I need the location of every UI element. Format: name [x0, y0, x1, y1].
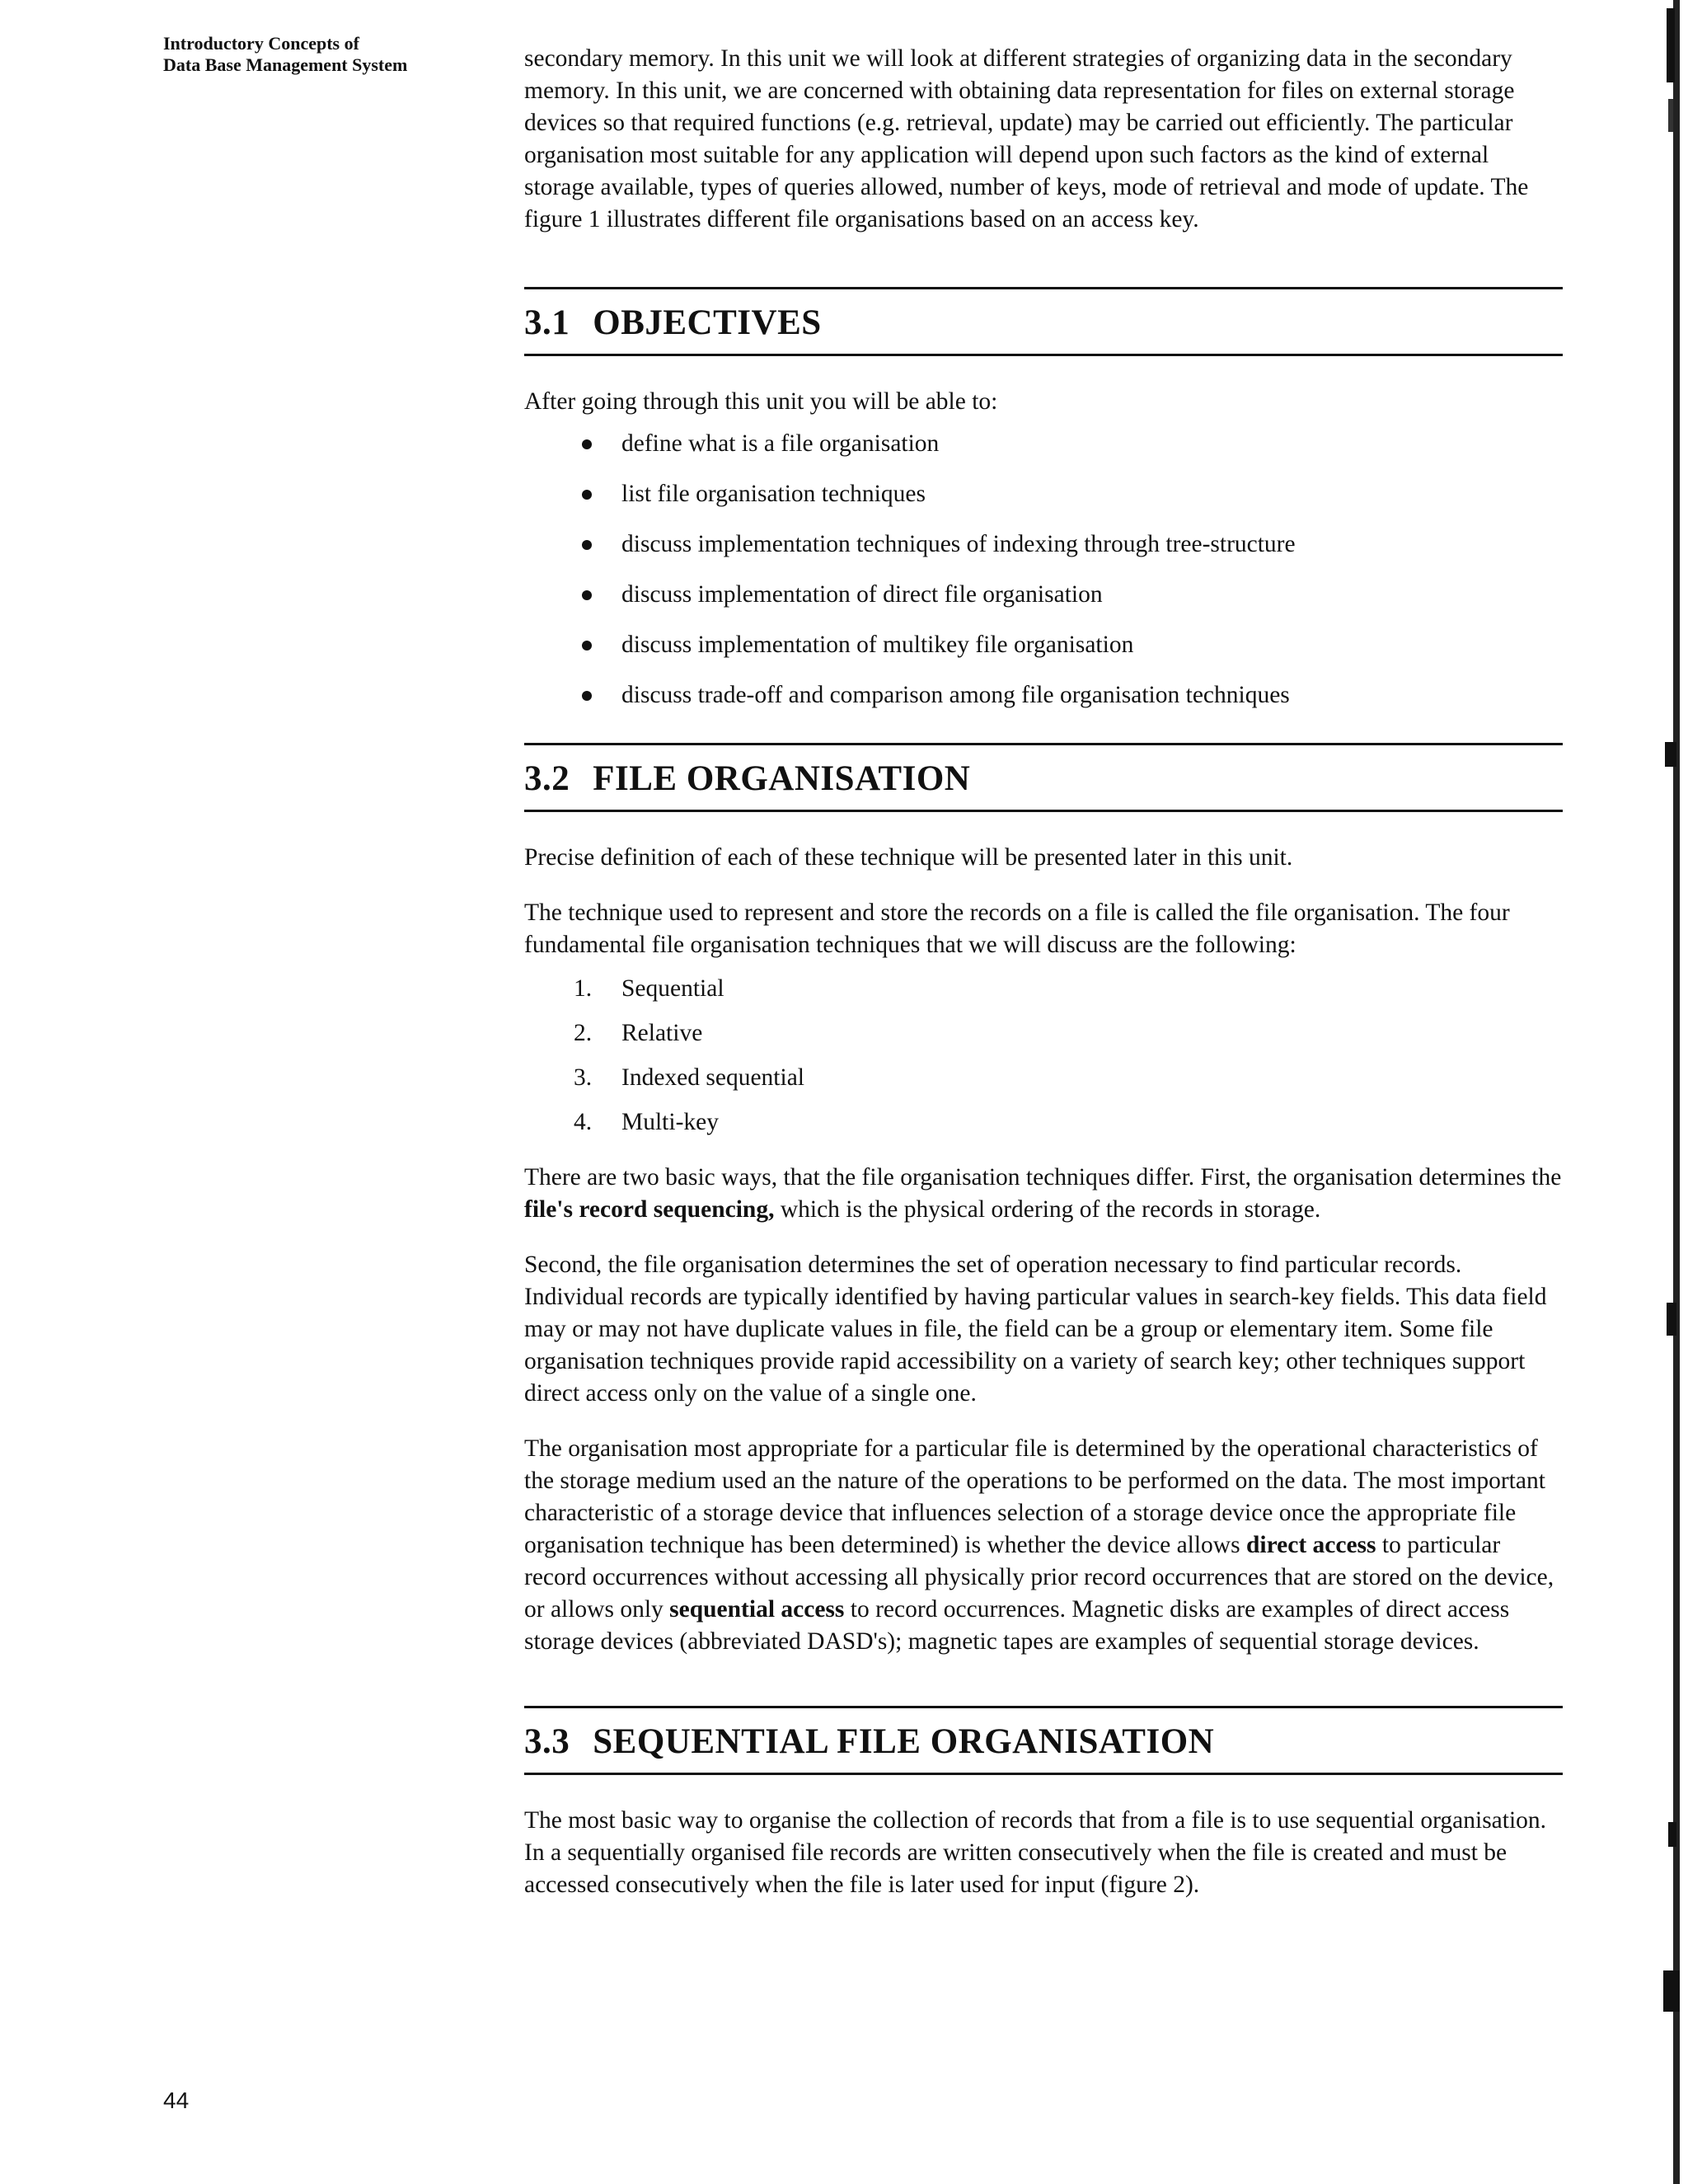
objectives-list: [524, 428, 1563, 712]
para-text: which is the physical ordering of the records in storage.: [774, 1196, 1321, 1223]
section-title-text: FILE ORGANISATION: [593, 759, 971, 798]
binding-edge-mark: [1663, 0, 1688, 2184]
list-item-number: 3.: [574, 1064, 593, 1091]
list-item-text: discuss implementation techniques of indexing through tree-structure: [621, 531, 1296, 557]
bullet-icon: [582, 641, 592, 651]
intro-paragraph: secondary memory. In this unit we will look at different strategies of organizing data in the secondary memory. In this unit, we are concerned with obtaining data representation for files on external storage devices so that required functions (e.g. retrieval, update) may be carried out efficiently. The particular organisation most suitable for any application will depend upon such factors as the kind of external storage available, types of queries allowed, number of keys, mode of retrieval and mode of update. The figure 1 illustrates different file organisations based on an access key.: [524, 45, 1529, 232]
techniques-list: [524, 973, 1563, 1139]
main-content: [524, 43, 1563, 1901]
list-item-number: 4.: [574, 1109, 593, 1135]
bullet-icon: [582, 540, 592, 550]
section-heading-file-organisation: [524, 743, 1563, 812]
section-number: 3.2: [524, 759, 570, 798]
para-text: to particular record occurrences without accessing all physically prior record occurrences that are stored on the device, or allows only: [524, 1532, 1554, 1623]
bullet-icon: [582, 439, 592, 449]
section-number: 3.3: [524, 1722, 570, 1761]
list-item: [524, 579, 1563, 611]
list-item: [524, 629, 1563, 661]
list-item: [524, 428, 1563, 460]
bold-term: sequential access: [669, 1596, 845, 1623]
file-organisation-para-4: Second, the file organisation determines the set of operation necessary to find particular records. Individual records are typically identified by having particular values in search-key fields. This data field may or may not have duplicate values in file, the field can be a group or elementary item. Some file organisation techniques provide rapid accessibility on a variety of search key; other techniques support direct access only on the value of a single one.: [524, 1252, 1547, 1407]
bullet-icon: [582, 490, 592, 500]
page-number: 44: [163, 2088, 190, 2113]
section-title-text: OBJECTIVES: [593, 303, 822, 342]
bullet-icon: [582, 691, 592, 701]
list-item-text: Sequential: [621, 975, 724, 1002]
list-item: [524, 1106, 1563, 1139]
section-heading-objectives: [524, 287, 1563, 356]
para-text: The organisation most appropriate for a particular file is determined by the operational characteristics of the storage medium used an the nature of the operations to be performed on the data. The most important characteristic of a storage device that influences selection of a storage device once the appropriate file organisation technique has been determined) is whether the device allows: [524, 1435, 1545, 1558]
section-title: [524, 1720, 1563, 1764]
bullet-icon: [582, 590, 592, 600]
list-item: [524, 679, 1563, 712]
list-item-text: define what is a file organisation: [621, 430, 940, 457]
section-title: [524, 757, 1563, 801]
bold-term: file's record sequencing,: [524, 1196, 775, 1223]
list-item-number: 2.: [574, 1020, 593, 1046]
running-head: [163, 33, 509, 76]
bold-term: direct access: [1245, 1532, 1376, 1558]
file-organisation-para-5: [524, 1433, 1563, 1658]
list-item: [524, 1062, 1563, 1094]
list-item-text: Multi-key: [621, 1109, 719, 1135]
section-number: 3.1: [524, 303, 570, 342]
list-item-text: Indexed sequential: [621, 1064, 804, 1091]
section-heading-sequential: [524, 1706, 1563, 1775]
running-head-line-2: Data Base Management System: [163, 54, 408, 75]
running-head-line-1: Introductory Concepts of: [163, 33, 359, 54]
file-organisation-para-3: [524, 1162, 1563, 1226]
list-item: [524, 478, 1563, 510]
list-item-text: list file organisation techniques: [621, 481, 926, 507]
list-item-text: discuss implementation of direct file organisation: [621, 581, 1103, 608]
list-item-text: discuss implementation of multikey file organisation: [621, 632, 1134, 658]
file-organisation-para-1: Precise definition of each of these technique will be presented later in this unit.: [524, 844, 1293, 871]
list-item: [524, 973, 1563, 1005]
file-organisation-para-2: The technique used to represent and store the records on a file is called the file organisation. The four fundamental file organisation techniques that we will discuss are the following:: [524, 899, 1510, 958]
list-item: [524, 1017, 1563, 1050]
list-item-number: 1.: [574, 975, 593, 1002]
para-text: to record occurrences. Magnetic disks are examples of direct access storage devices (abbreviated DASD's); magnetic tapes are examples of sequential storage devices.: [524, 1596, 1510, 1655]
list-item-text: discuss trade-off and comparison among file organisation techniques: [621, 682, 1290, 708]
para-text: There are two basic ways, that the file organisation techniques differ. First, the organisation determines the: [524, 1164, 1562, 1191]
sequential-para-1: The most basic way to organise the collection of records that from a file is to use sequential organisation. In a sequentially organised file records are written consecutively when the file is created and must be accessed consecutively when the file is later used for input (figure 2).: [524, 1807, 1547, 1898]
section-title: [524, 301, 1563, 345]
objectives-lead: After going through this unit you will be able to:: [524, 388, 998, 415]
list-item: [524, 528, 1563, 561]
section-title-text: SEQUENTIAL FILE ORGANISATION: [593, 1722, 1215, 1761]
list-item-text: Relative: [621, 1020, 703, 1046]
